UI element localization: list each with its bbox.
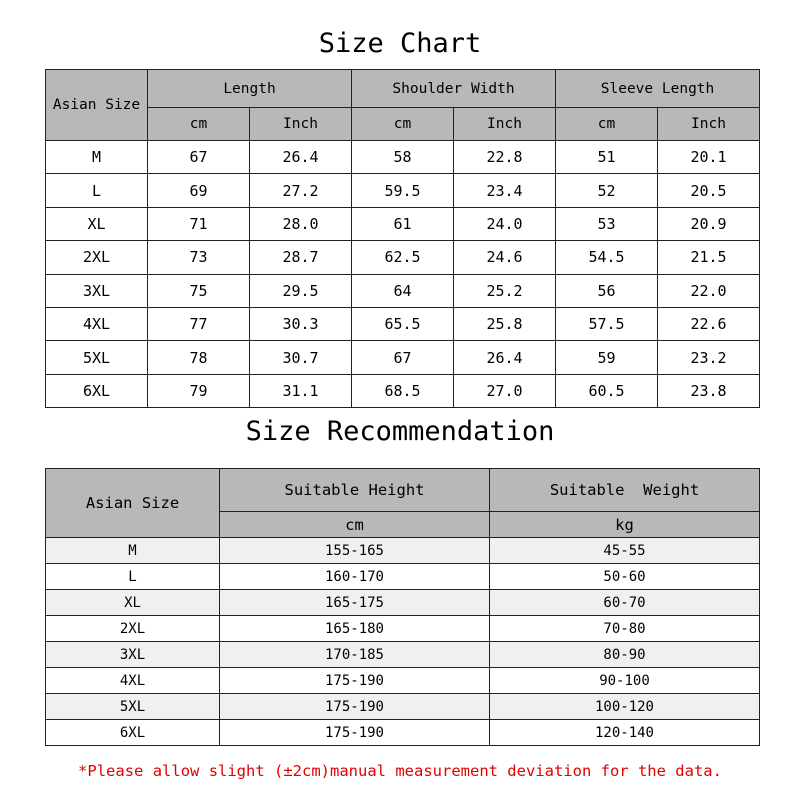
size-header: Asian Size [46, 469, 220, 538]
value-cell: 59 [556, 341, 658, 374]
value-cell: 50-60 [490, 564, 760, 590]
unit-header: kg [490, 512, 760, 538]
value-cell: 77 [148, 307, 250, 340]
value-cell: 73 [148, 241, 250, 274]
value-cell: 67 [352, 341, 454, 374]
value-cell: 51 [556, 141, 658, 174]
table-row [46, 174, 760, 207]
table-row [46, 374, 760, 407]
value-cell: 21.5 [658, 241, 760, 274]
size-cell: 2XL [46, 241, 148, 274]
size-cell: M [46, 141, 148, 174]
unit-header: Inch [454, 108, 556, 141]
value-cell: 64 [352, 274, 454, 307]
size-cell: L [46, 174, 148, 207]
size-cell: 5XL [46, 694, 220, 720]
value-cell: 27.2 [250, 174, 352, 207]
table-row [46, 590, 760, 616]
size-cell: L [46, 564, 220, 590]
value-cell: 54.5 [556, 241, 658, 274]
value-cell: 30.7 [250, 341, 352, 374]
value-cell: 59.5 [352, 174, 454, 207]
value-cell: 100-120 [490, 694, 760, 720]
size-recommendation-title: Size Recommendation [245, 416, 555, 447]
value-cell: 80-90 [490, 642, 760, 668]
value-cell: 61 [352, 207, 454, 240]
value-cell: 160-170 [220, 564, 490, 590]
value-cell: 53 [556, 207, 658, 240]
suitable-height-header: Suitable Height [220, 469, 490, 512]
value-cell: 24.6 [454, 241, 556, 274]
unit-header: cm [556, 108, 658, 141]
value-cell: 45-55 [490, 538, 760, 564]
size-chart-table [45, 69, 760, 408]
value-cell: 56 [556, 274, 658, 307]
table-row [46, 341, 760, 374]
table-row [46, 141, 760, 174]
value-cell: 20.9 [658, 207, 760, 240]
unit-header: Inch [250, 108, 352, 141]
unit-header: cm [352, 108, 454, 141]
value-cell: 68.5 [352, 374, 454, 407]
value-cell: 71 [148, 207, 250, 240]
size-cell: 2XL [46, 616, 220, 642]
value-cell: 23.4 [454, 174, 556, 207]
size-cell: 4XL [46, 668, 220, 694]
unit-header: Inch [658, 108, 760, 141]
table-row [46, 720, 760, 746]
value-cell: 165-175 [220, 590, 490, 616]
value-cell: 58 [352, 141, 454, 174]
value-cell: 175-190 [220, 668, 490, 694]
value-cell: 75 [148, 274, 250, 307]
value-cell: 29.5 [250, 274, 352, 307]
value-cell: 65.5 [352, 307, 454, 340]
length-header: Length [148, 70, 352, 108]
measurement-note: *Please allow slight (±2cm)manual measurement deviation for the data. [78, 762, 722, 780]
size-cell: 3XL [46, 642, 220, 668]
value-cell: 30.3 [250, 307, 352, 340]
table-row [46, 241, 760, 274]
value-cell: 23.8 [658, 374, 760, 407]
size-cell: 6XL [46, 720, 220, 746]
value-cell: 170-185 [220, 642, 490, 668]
value-cell: 52 [556, 174, 658, 207]
table-row [46, 274, 760, 307]
value-cell: 70-80 [490, 616, 760, 642]
value-cell: 175-190 [220, 720, 490, 746]
size-cell: XL [46, 207, 148, 240]
value-cell: 60-70 [490, 590, 760, 616]
size-cell: XL [46, 590, 220, 616]
value-cell: 79 [148, 374, 250, 407]
size-chart-title: Size Chart [318, 28, 482, 59]
value-cell: 25.8 [454, 307, 556, 340]
value-cell: 23.2 [658, 341, 760, 374]
value-cell: 175-190 [220, 694, 490, 720]
value-cell: 27.0 [454, 374, 556, 407]
size-header: Asian Size [46, 70, 148, 141]
value-cell: 67 [148, 141, 250, 174]
value-cell: 69 [148, 174, 250, 207]
unit-header: cm [220, 512, 490, 538]
value-cell: 20.5 [658, 174, 760, 207]
value-cell: 28.0 [250, 207, 352, 240]
value-cell: 31.1 [250, 374, 352, 407]
value-cell: 22.8 [454, 141, 556, 174]
value-cell: 155-165 [220, 538, 490, 564]
size-recommendation-table [45, 468, 760, 746]
table-row [46, 694, 760, 720]
value-cell: 60.5 [556, 374, 658, 407]
suitable-weight-header: Suitable Weight [490, 469, 760, 512]
size-cell: M [46, 538, 220, 564]
table-row [46, 207, 760, 240]
value-cell: 120-140 [490, 720, 760, 746]
value-cell: 90-100 [490, 668, 760, 694]
table-row [46, 564, 760, 590]
size-cell: 4XL [46, 307, 148, 340]
sleeve-length-header: Sleeve Length [556, 70, 760, 108]
size-cell: 6XL [46, 374, 148, 407]
table-row [46, 642, 760, 668]
value-cell: 26.4 [454, 341, 556, 374]
shoulder-width-header: Shoulder Width [352, 70, 556, 108]
value-cell: 62.5 [352, 241, 454, 274]
value-cell: 57.5 [556, 307, 658, 340]
size-cell: 5XL [46, 341, 148, 374]
size-cell: 3XL [46, 274, 148, 307]
value-cell: 28.7 [250, 241, 352, 274]
value-cell: 22.6 [658, 307, 760, 340]
unit-header: cm [148, 108, 250, 141]
value-cell: 24.0 [454, 207, 556, 240]
value-cell: 22.0 [658, 274, 760, 307]
table-row [46, 616, 760, 642]
value-cell: 26.4 [250, 141, 352, 174]
table-row [46, 538, 760, 564]
value-cell: 165-180 [220, 616, 490, 642]
value-cell: 78 [148, 341, 250, 374]
value-cell: 25.2 [454, 274, 556, 307]
table-row [46, 668, 760, 694]
value-cell: 20.1 [658, 141, 760, 174]
table-row [46, 307, 760, 340]
